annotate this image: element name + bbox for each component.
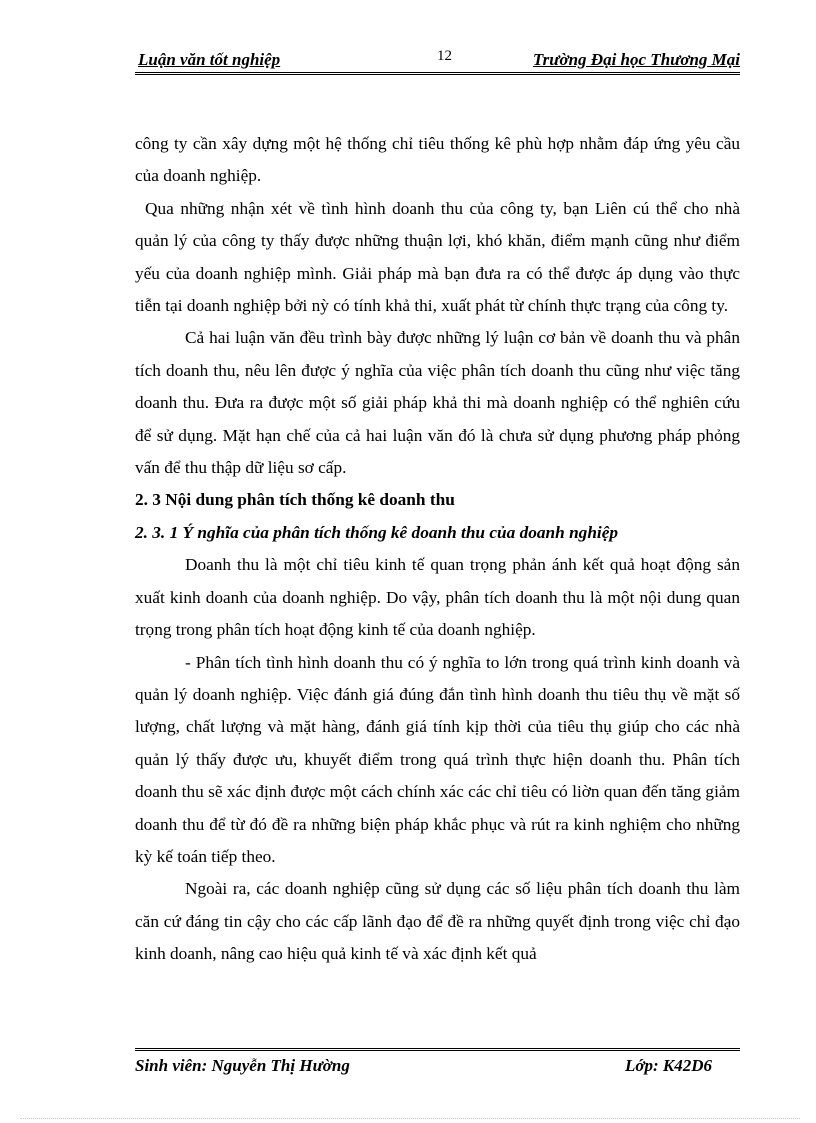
paragraph-4: Doanh thu là một chỉ tiêu kinh tế quan trọng phản ánh kết quả hoạt động sản xuất kinh doanh của doanh nghiệp. Do vậy, phân tích doanh thu là một nội dung quan trọng trong phân tích hoạt động kinh tế của doanh nghiệp. xyxy=(135,555,740,640)
footer-class: Lớp: K42D6 xyxy=(624,1056,712,1075)
paragraph-2: Qua những nhận xét về tình hình doanh thu của công ty, bạn Liên cú thể cho nhà quản lý của công ty thấy được những thuận lợi, khó khăn, điểm mạnh cũng như điểm yếu của doanh nghiệp mình. Giải pháp mà bạn đưa ra có thể được áp dụng vào thực tiễn tại doanh nghiệp bởi nỳ có tính khả thi, xuất phát từ chính thực trạng của công ty. xyxy=(135,198,740,316)
page-footer xyxy=(135,1048,740,1075)
paragraph-3: Cả hai luận văn đều trình bày được những lý luận cơ bản về doanh thu và phân tích doanh thu, nêu lên được ý nghĩa của việc phân tích doanh thu cũng như việc tăng doanh thu. Đưa ra được một số giải pháp khả thi mà doanh nghiệp có thể nghiên cứu để sử dụng. Mặt hạn chế của cả hai luận văn đó là chưa sử dụng phương pháp phỏng vấn để thu thập dữ liệu sơ cấp. xyxy=(135,328,740,478)
header-thesis-title: Luận văn tốt nghiệp xyxy=(138,50,281,69)
footer-student-name: Sinh viên: Nguyễn Thị Hường xyxy=(135,1056,350,1075)
document-body xyxy=(135,128,740,971)
paragraph-6: Ngoài ra, các doanh nghiệp cũng sử dụng các số liệu phân tích doanh thu làm căn cứ đáng tin cậy cho các cấp lãnh đạo để đề ra những quyết định trong việc chỉ đạo kinh doanh, nâng cao hiệu quả kinh tế và xác định kết quả xyxy=(135,879,740,964)
header-university: Trường Đại học Thương Mại xyxy=(532,50,740,69)
paragraph-1: công ty cần xây dựng một hệ thống chỉ tiêu thống kê phù hợp nhằm đáp ứng yêu cầu của doanh nghiệp. xyxy=(135,134,740,186)
paragraph-5: - Phân tích tình hình doanh thu có ý nghĩa to lớn trong quá trình kinh doanh và quản lý doanh nghiệp. Việc đánh giá đúng đắn tình hình doanh thu tiêu thụ về mặt số lượng, chất lượng và mặt hàng, đánh giá tính kịp thời của tiêu thụ giúp cho các nhà quản lý thấy được ưu, khuyết điểm trong quá trình thực hiện doanh thu. Phân tích doanh thu sẽ xác định được một cách chính xác các chỉ tiêu có liờn quan đến tăng giảm doanh thu để từ đó đề ra những biện pháp khắc phục và rút ra kinh nghiệm cho những kỳ kế toán tiếp theo. xyxy=(135,652,740,866)
section-heading: 2. 3 Nội dung phân tích thống kê doanh thu xyxy=(135,490,455,510)
page-number: 12 xyxy=(437,48,452,64)
page-bottom-edge xyxy=(20,1118,800,1119)
subsection-heading: 2. 3. 1 Ý nghĩa của phân tích thống kê doanh thu của doanh nghiệp xyxy=(135,522,619,542)
page-header xyxy=(135,48,740,75)
